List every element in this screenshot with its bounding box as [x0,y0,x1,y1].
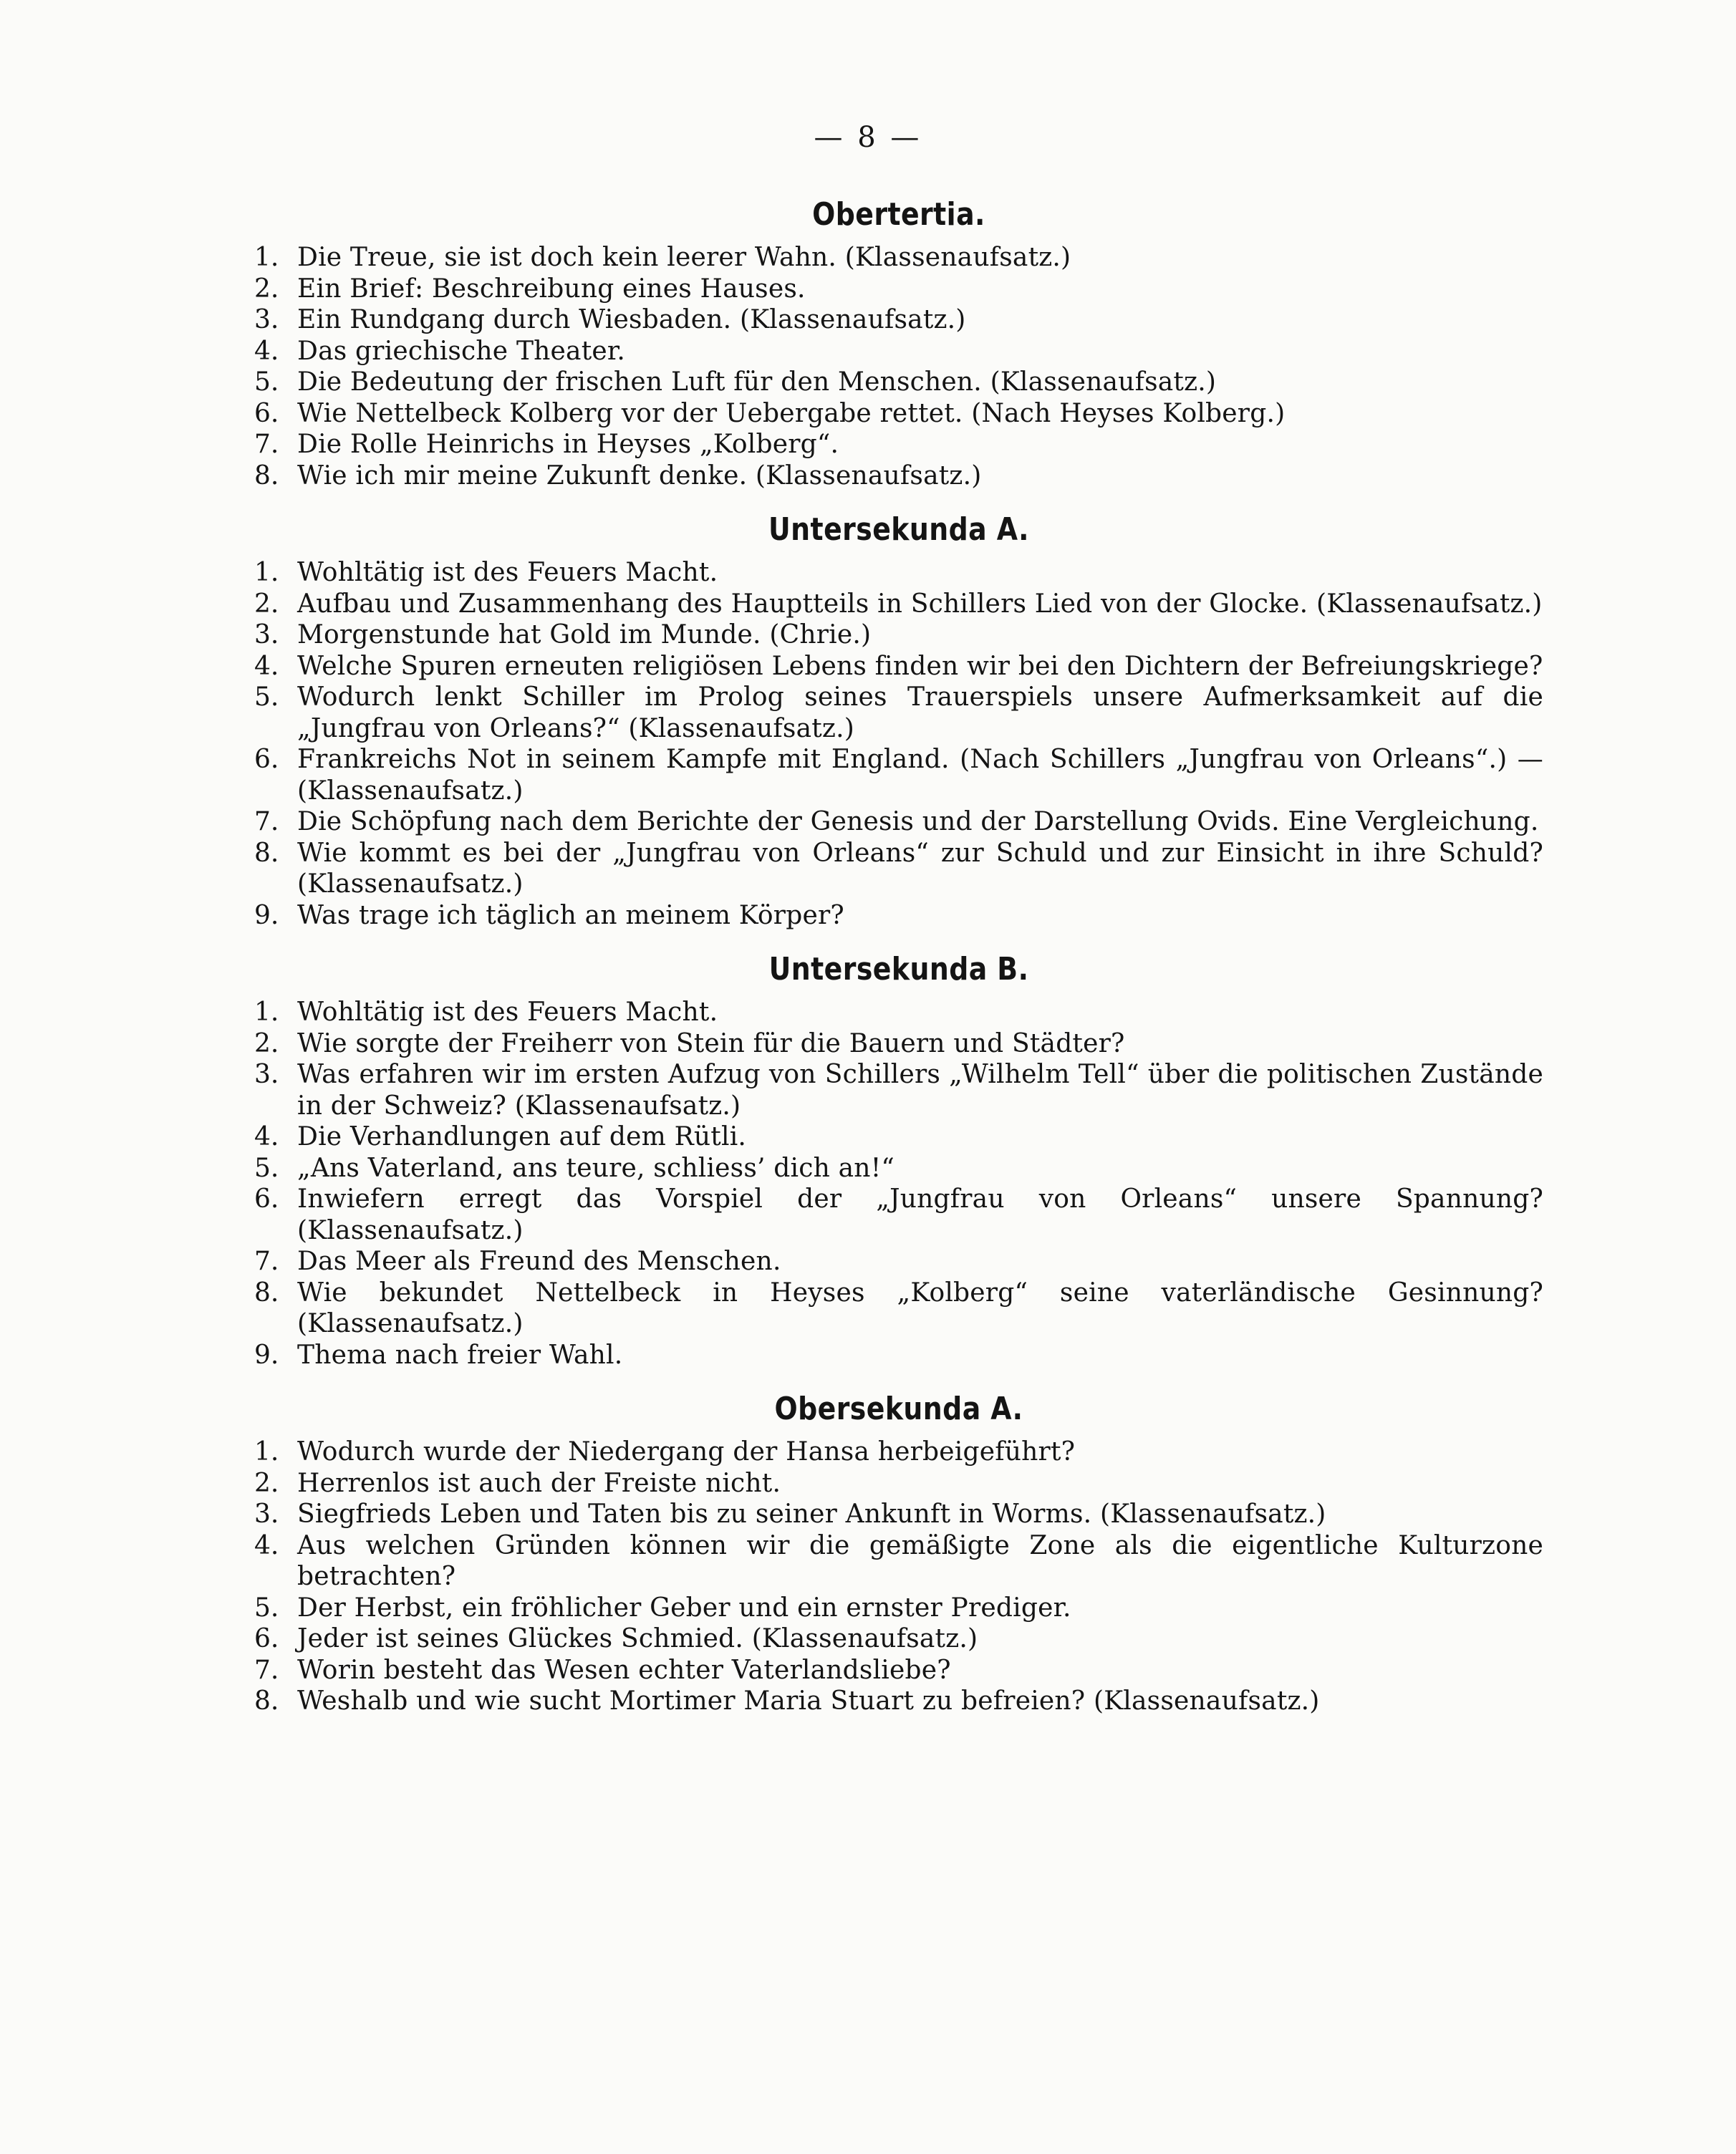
item-number: 2. [254,274,279,304]
item-text: Wie kommt es bei der „Jungfrau von Orleans“ zur Schuld und zur Einsicht in ihre Schuld? (Klassenaufsatz.) [297,838,1543,899]
item-number: 9. [254,900,279,930]
item-number: 4. [254,651,279,681]
item-number: 4. [254,1530,279,1560]
item-text: Die Schöpfung nach dem Berichte der Genesis und der Darstellung Ovids. Eine Vergleichung. [297,807,1539,836]
item-number: 7. [254,807,279,836]
item-text: Frankreichs Not in seinem Kampfe mit England. (Nach Schillers „Jungfrau von Orleans“.) — (Klassenaufsatz.) [297,745,1543,806]
item-text: Aufbau und Zusammenhang des Hauptteils in Schillers Lied von der Glocke. (Klassenaufsatz.) [297,589,1543,619]
list-item [254,1499,1543,1530]
item-number: 7. [254,1247,279,1276]
essay-topic-list [254,192,1543,1717]
section-heading: Untersekunda B. [768,951,1029,987]
item-number: 5. [254,682,279,712]
item-number: 6. [254,398,279,428]
item-text: Morgenstunde hat Gold im Munde. (Chrie.) [297,620,872,649]
list-item [254,1655,1543,1686]
list-item [254,900,1543,932]
page-number: — 8 — [814,121,922,154]
item-text: Welche Spuren erneuten religiösen Lebens finden wir bei den Dichtern der Befreiungskriege? [297,651,1543,681]
list-item [254,1530,1543,1593]
item-text: Wie ich mir meine Zukunft denke. (Klassenaufsatz.) [297,460,982,491]
item-number: 1. [254,998,279,1027]
list-item [254,806,1543,838]
list-item [254,1278,1543,1340]
item-number: 2. [254,589,279,619]
item-text: „Ans Vaterland, ans teure, schliess’ dich an!“ [297,1153,894,1183]
list-item [254,1153,1543,1184]
list-item [254,1436,1543,1468]
list-item [254,1121,1543,1153]
item-number: 7. [254,430,279,459]
item-text: Die Bedeutung der frischen Luft für den Menschen. (Klassenaufsatz.) [297,367,1217,397]
item-text: Wohltätig ist des Feuers Macht. [297,558,718,587]
item-text: Was erfahren wir im ersten Aufzug von Schillers „Wilhelm Tell“ über die politischen Zustände in der Schweiz? (Klassenaufsatz.) [297,1060,1543,1121]
item-number: 6. [254,1624,279,1653]
item-text: Der Herbst, ein fröhlicher Geber und ein ernster Prediger. [297,1593,1071,1623]
section-spacer [254,491,1543,507]
list-item [254,1593,1543,1624]
list-item [254,1623,1543,1655]
list-item [254,651,1543,682]
item-text: Inwiefern erregt das Vorspiel der „Jungfrau von Orleans“ unsere Spannung? (Klassenaufsatz.) [297,1184,1543,1245]
section-heading: Obertertia. [812,196,985,233]
list-item [254,682,1543,744]
list-item [254,460,1543,492]
list-item [254,336,1543,367]
list-item [254,619,1543,651]
item-text: Wodurch lenkt Schiller im Prolog seines Trauerspiels unsere Aufmerksamkeit auf die „Jungfrau von Orleans?“ (Klassenaufsatz.) [297,682,1543,743]
item-text: Die Verhandlungen auf dem Rütli. [297,1122,747,1151]
item-number: 8. [254,1686,279,1716]
item-number: 9. [254,1340,279,1370]
item-number: 4. [254,1122,279,1151]
list-item [254,242,1543,274]
item-number: 3. [254,1060,279,1089]
list-item [254,398,1543,430]
item-text: Weshalb und wie sucht Mortimer Maria Stuart zu befreien? (Klassenaufsatz.) [297,1686,1320,1716]
section-obertertia [254,192,1543,491]
list-item [254,367,1543,398]
item-text: Wodurch wurde der Niedergang der Hansa herbeigeführt? [297,1437,1076,1467]
item-number: 6. [254,1184,279,1214]
item-number: 1. [254,558,279,587]
section-spacer [254,1371,1543,1386]
item-number: 7. [254,1655,279,1685]
section-spacer [254,931,1543,947]
item-number: 5. [254,1153,279,1183]
item-number: 8. [254,1278,279,1308]
item-text: Wie bekundet Nettelbeck in Heyses „Kolberg“ seine vaterländische Gesinnung? (Klassenaufsatz.) [297,1278,1543,1338]
item-number: 8. [254,460,279,491]
item-number: 2. [254,1028,279,1058]
item-text: Herrenlos ist auch der Freiste nicht. [297,1468,781,1498]
item-text: Jeder ist seines Glückes Schmied. (Klassenaufsatz.) [297,1624,978,1653]
list-item [254,589,1543,620]
item-text: Das Meer als Freund des Menschen. [297,1247,781,1276]
item-number: 8. [254,838,279,868]
item-text: Wohltätig ist des Feuers Macht. [297,998,718,1027]
list-item [254,274,1543,305]
item-text: Was trage ich täglich an meinem Körper? [297,900,844,930]
list-item [254,1184,1543,1246]
list-item [254,557,1543,589]
item-text: Ein Brief: Beschreibung eines Hauses. [297,274,806,304]
list-item [254,1468,1543,1499]
item-number: 4. [254,336,279,366]
item-number: 5. [254,1593,279,1623]
list-item [254,838,1543,900]
item-number: 1. [254,1437,279,1467]
item-text: Wie sorgte der Freiherr von Stein für die Bauern und Städter? [297,1028,1125,1058]
item-number: 5. [254,367,279,397]
section-heading: Untersekunda A. [768,511,1029,548]
item-text: Siegfrieds Leben und Taten bis zu seiner Ankunft in Worms. (Klassenaufsatz.) [297,1499,1326,1529]
item-text: Die Rolle Heinrichs in Heyses „Kolberg“. [297,430,839,459]
item-number: 2. [254,1468,279,1498]
item-text: Thema nach freier Wahl. [297,1340,623,1370]
list-item [254,304,1543,336]
item-number: 3. [254,1499,279,1529]
item-number: 3. [254,620,279,649]
section-heading: Obersekunda A. [774,1391,1023,1427]
list-item [254,1340,1543,1371]
item-text: Aus welchen Gründen können wir die gemäßigte Zone als die eigentliche Kulturzone betrachten? [297,1530,1543,1591]
list-item [254,1059,1543,1121]
item-text: Wie Nettelbeck Kolberg vor der Uebergabe rettet. (Nach Heyses Kolberg.) [297,398,1286,428]
item-number: 1. [254,243,279,272]
list-item [254,997,1543,1028]
item-text: Das griechische Theater. [297,336,625,366]
section-obersekunda-a [254,1386,1543,1717]
section-untersekunda-a [254,507,1543,931]
item-number: 6. [254,745,279,774]
item-number: 3. [254,305,279,334]
list-item [254,429,1543,460]
list-item [254,1028,1543,1060]
item-text: Die Treue, sie ist doch kein leerer Wahn. (Klassenaufsatz.) [297,243,1071,272]
list-item [254,1686,1543,1717]
section-untersekunda-b [254,947,1543,1371]
item-text: Worin besteht das Wesen echter Vaterlandsliebe? [297,1655,951,1685]
list-item [254,744,1543,806]
list-item [254,1246,1543,1278]
item-text: Ein Rundgang durch Wiesbaden. (Klassenaufsatz.) [297,305,966,334]
